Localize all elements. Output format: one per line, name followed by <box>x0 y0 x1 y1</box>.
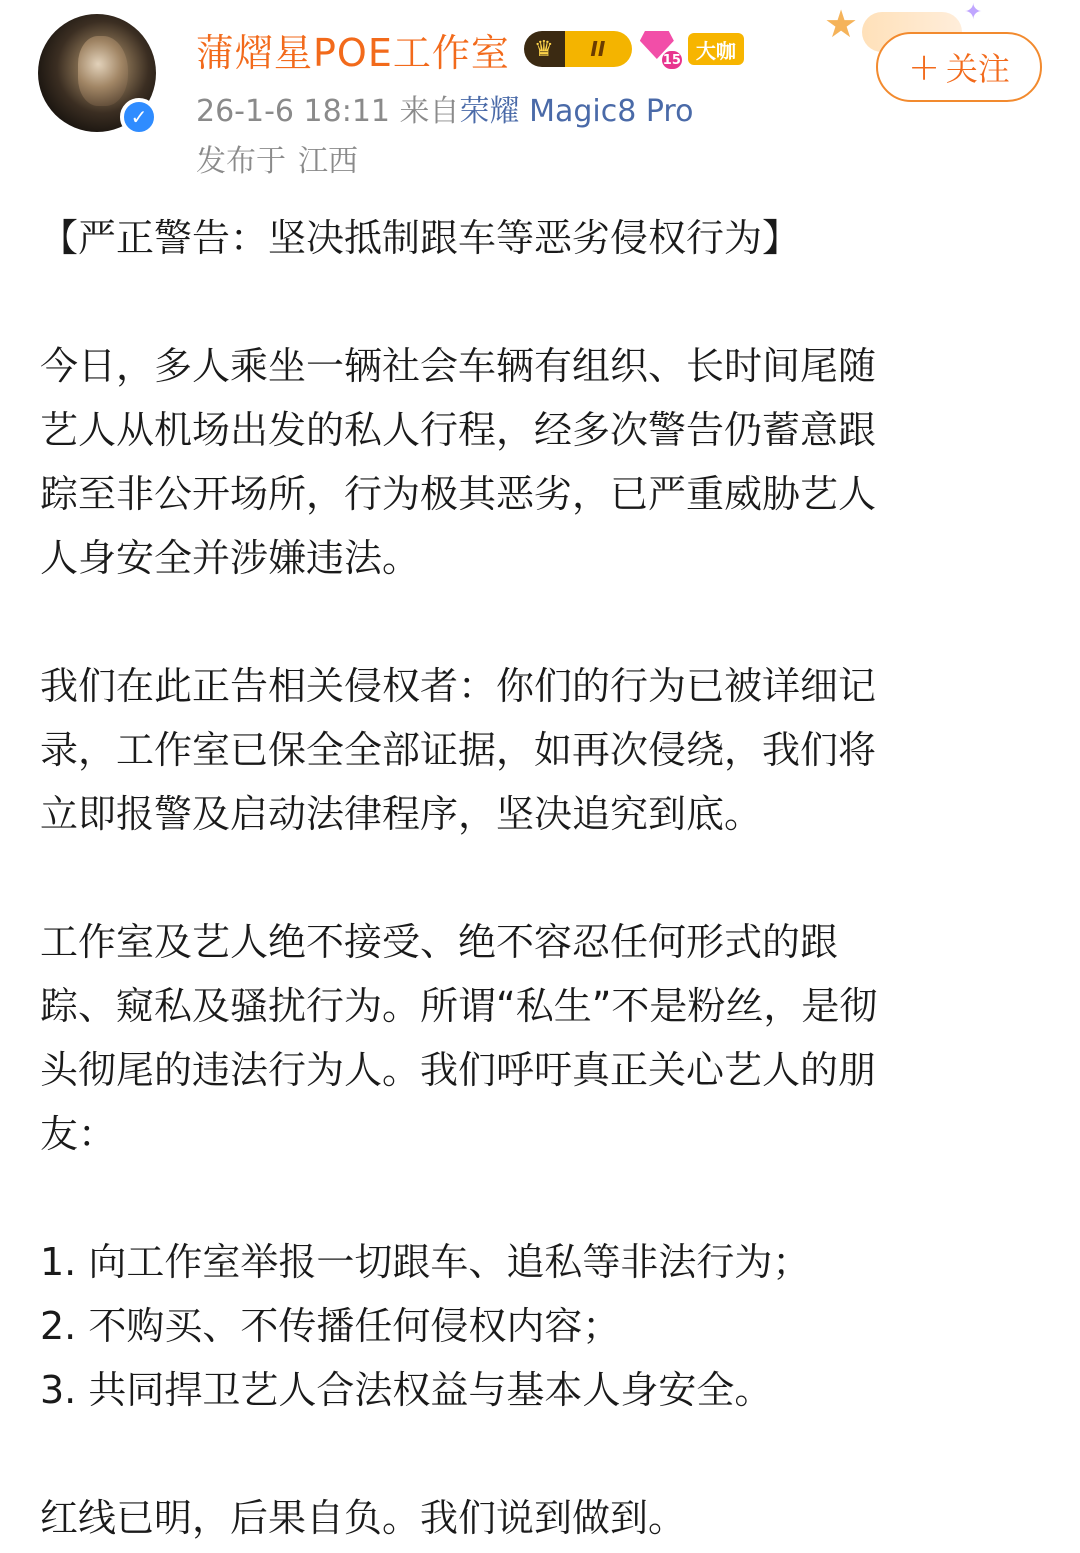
paragraph-line: 艺人从机场出发的私人行程，经多次警告仍蓄意跟 <box>40 408 877 452</box>
paragraph-line: 人身安全并涉嫌违法。 <box>40 536 421 580</box>
paragraph-line: 工作室及艺人绝不接受、绝不容忍任何形式的跟 <box>40 920 839 964</box>
post-meta <box>196 86 693 130</box>
list-item: 2. 不购买、不传播任何侵权内容； <box>40 1304 621 1348</box>
author-row <box>196 22 744 76</box>
timestamp: 26-1-6 18:11 <box>196 94 390 129</box>
paragraph-line: 我们在此正告相关侵权者：你们的行为已被详细记 <box>40 664 877 708</box>
list-item: 3. 共同捍卫艺人合法权益与基本人身安全。 <box>40 1368 773 1412</box>
source-prefix: 来自 <box>399 94 460 129</box>
verified-check-icon: ✓ <box>120 98 158 136</box>
paragraph-line: 踪至非公开场所，行为极其恶劣，已严重威胁艺人 <box>40 472 877 516</box>
location-value: 江西 <box>298 144 358 179</box>
sparkle-icon: ★ ✦ <box>824 0 984 60</box>
paragraph-line: 录，工作室已保全全部证据，如再次侵绕，我们将 <box>40 728 877 772</box>
gem-badge[interactable] <box>638 29 682 69</box>
closing-line: 红线已明，后果自负。我们说到做到。 <box>40 1496 687 1540</box>
list-item: 1. 向工作室举报一切跟车、追私等非法行为； <box>40 1240 811 1284</box>
plus-icon: + <box>908 45 940 89</box>
paragraph-line: 今日，多人乘坐一辆社会车辆有组织、长时间尾随 <box>40 344 877 388</box>
paragraph-line: 立即报警及启动法律程序，坚决追究到底。 <box>40 792 763 836</box>
author-name[interactable]: 蒲熠星POE工作室 <box>196 30 510 75</box>
post-location <box>196 136 358 180</box>
paragraph-line: 踪、窥私及骚扰行为。所谓“私生”不是粉丝，是彻 <box>40 984 878 1028</box>
post-header <box>0 0 1080 190</box>
device-link[interactable]: 荣耀 Magic8 Pro <box>459 94 694 129</box>
follow-button[interactable] <box>876 32 1042 102</box>
gem-level: 15 <box>660 49 684 71</box>
level-badge-text: II <box>590 37 606 61</box>
post-title: 【严正警告：坚决抵制跟车等恶劣侵权行为】 <box>40 216 801 260</box>
crown-icon: ♛ <box>533 36 554 62</box>
role-badge[interactable]: 大咖 <box>688 33 744 65</box>
follow-button-label: 关注 <box>945 50 1010 88</box>
paragraph-line: 头彻尾的违法行为人。我们呼吁真正关心艺人的朋 <box>40 1048 877 1092</box>
location-label: 发布于 <box>196 144 286 179</box>
post-body <box>40 206 1040 1550</box>
paragraph-line: 友： <box>40 1112 117 1156</box>
level-badge[interactable] <box>524 31 632 67</box>
